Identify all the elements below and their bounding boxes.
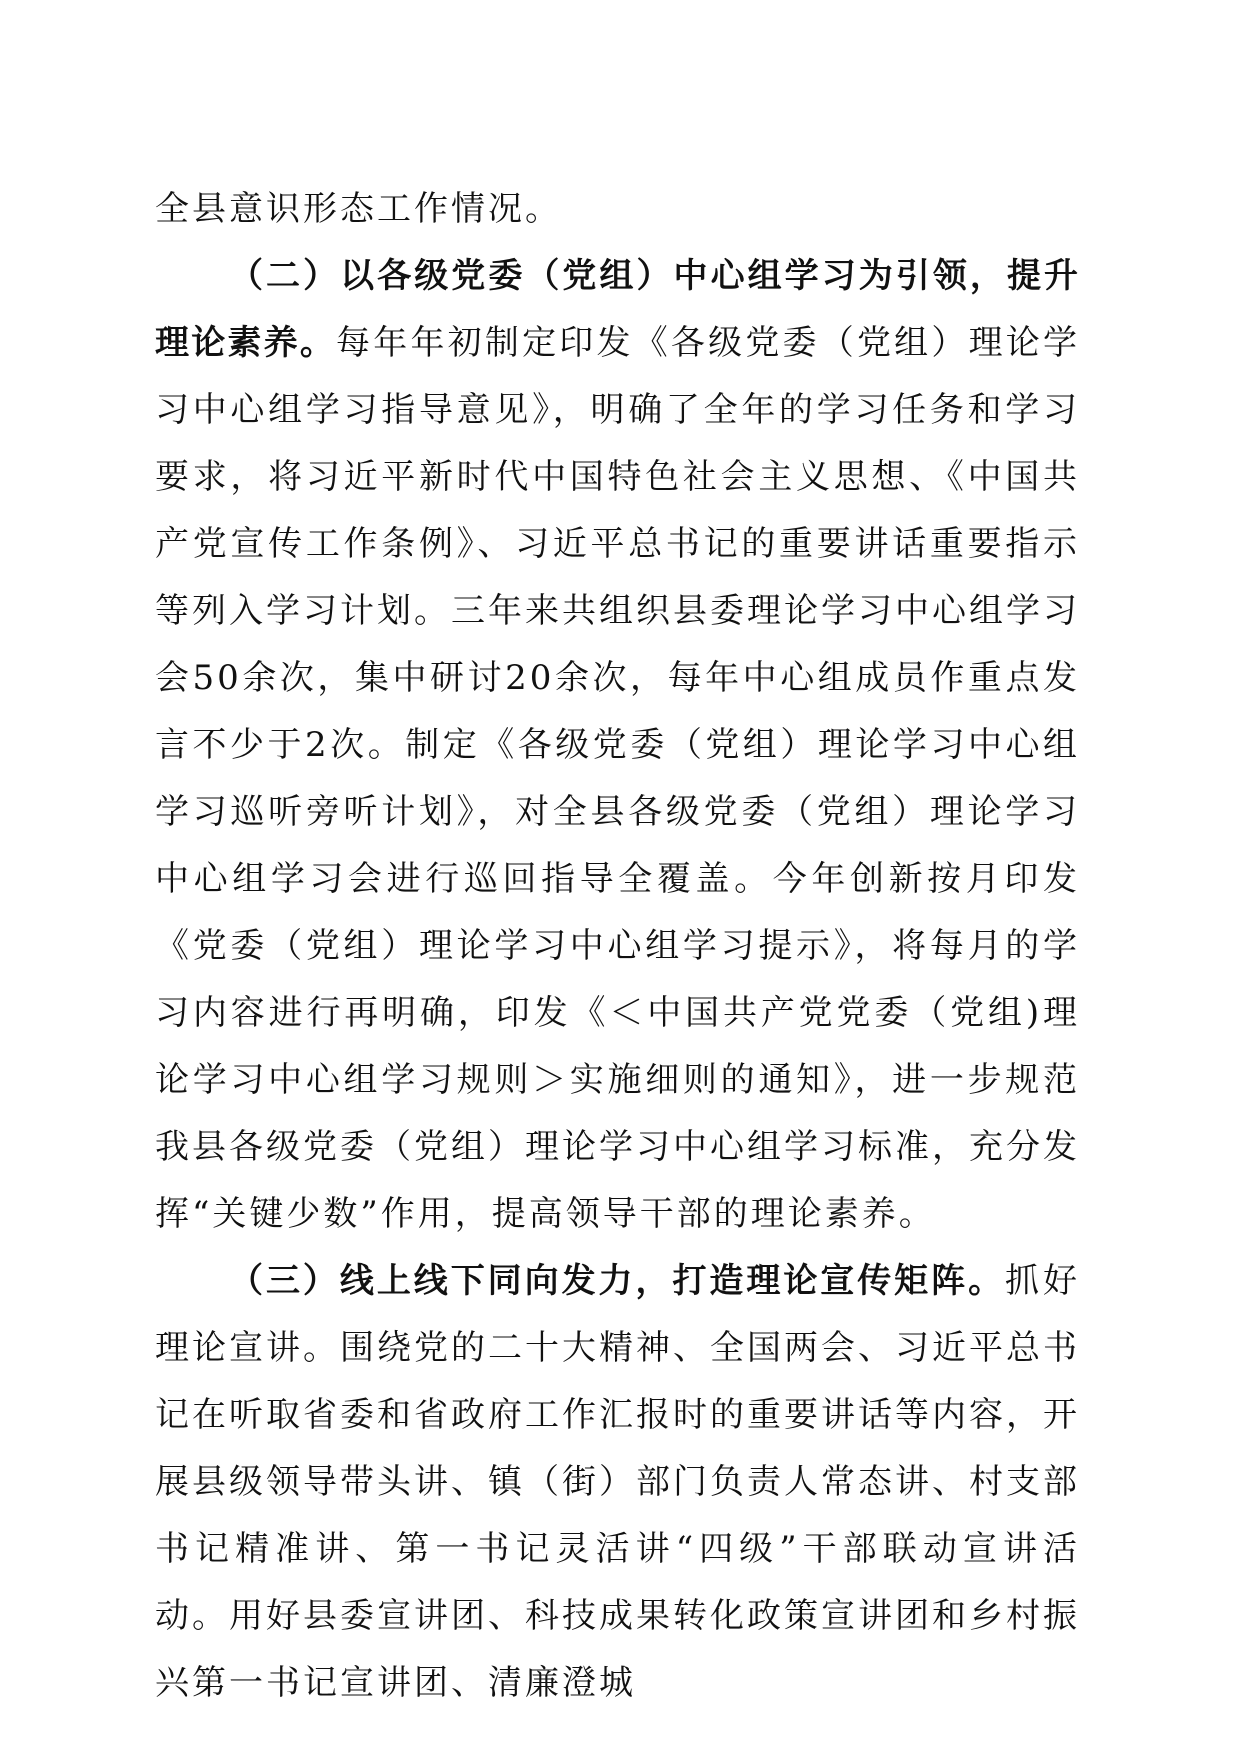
paragraph-text: 每年年初制定印发《各级党委（党组）理论学习中心组学习指导意见》，明确了全年的学习任务和学习要求，将习近平新时代中国特色社会主义思想、《中国共产党宣传工作条例》、习近平总书记的重要讲话重要指示等列入学习计划。三年来共组织县委理论学习中心组学习会50余次，集中研讨20余次，每年中心组成员作重点发言不少于2次。制定《各级党委（党组）理论学习中心组学习巡听旁听计划》，对全县各级党委（党组）理论学习中心组学习会进行巡回指导全覆盖。今年创新按月印发《党委（党组）理论学习中心组学习提示》，将每月的学习内容进行再明确，印发《＜中国共产党党委（党组)理论学习中心组学习规则＞实施细则的通知》，进一步规范我县各级党委（党组）理论学习中心组学习标准，充分发挥“关键少数”作用，提高领导干部的理论素养。 (155, 323, 1081, 1234)
paragraph-text: 全县意识形态工作情况。 (155, 189, 562, 229)
paragraph-section-3 (155, 1248, 1080, 1717)
section-heading: （三）线上线下同向发力，打造理论宣传矩阵。 (229, 1261, 1006, 1301)
paragraph-section-2 (155, 243, 1080, 1248)
paragraph-continuation (155, 176, 1080, 243)
paragraph-text: 抓好理论宣讲。围绕党的二十大精神、全国两会、习近平总书记在听取省委和省政府工作汇报时的重要讲话等内容，开展县级领导带头讲、镇（街）部门负责人常态讲、村支部书记精准讲、第一书记灵活讲“四级”干部联动宣讲活动。用好县委宣讲团、科技成果转化政策宣讲团和乡村振兴第一书记宣讲团、清廉澄城 (155, 1261, 1081, 1703)
section-heading: （二）以各级党委（党组）中心组学习为引领，提升理论素养。 (155, 256, 1080, 363)
document-body (155, 176, 1080, 1717)
